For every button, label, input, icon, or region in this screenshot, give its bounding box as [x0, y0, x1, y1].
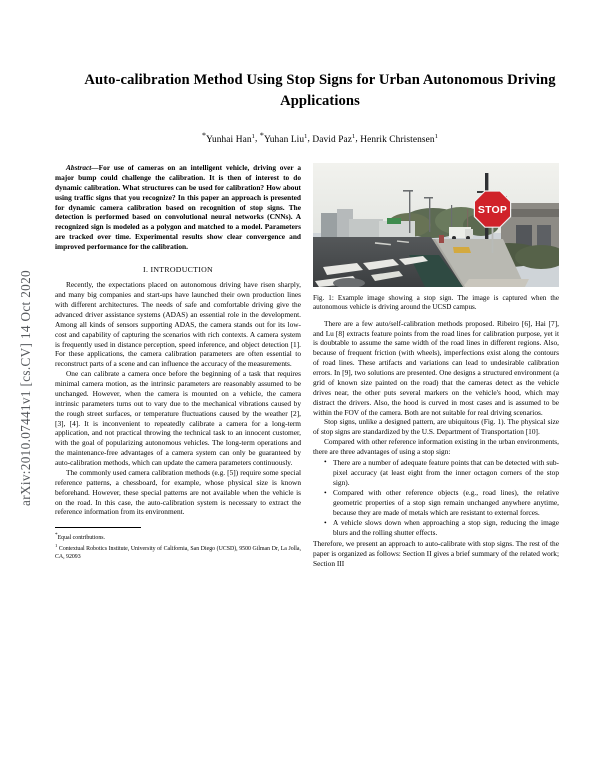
figure-caption-label: Fig. 1:: [313, 294, 334, 302]
footnote-text: Equal contributions.: [57, 535, 105, 542]
author-name: Henrik Christensen: [360, 134, 435, 145]
paragraph: Compared with other reference information existing in the urban environments, there are three advantages of using a stop sign:: [313, 437, 559, 457]
author-list: [62, 130, 578, 144]
author-separator: ,: [307, 134, 313, 145]
paragraph: There are a few auto/self-calibration methods proposed. Ribeiro [6], Hai [7], and Lu [8] extracts feature points from the road lines for calibration purpose, yet it is doubtable to assume the same width of the road lines in different regions. Also, because of frequent friction (with wheels), imperfections exist along the contours of road lines. These artifacts and variations can lead to undesirable calibration errors. In [9], two solutions are presented. One designs a structured environment (a grid of known size painted on the road) that the cameras detect as the vehicle drives near, the other puts several markers on the vehicle's hood, which may distract the drivers. Also, the hood is curved in most cases and is assumed to be within the FOV of the camera. Both are not suitable for real driving scenarios.: [313, 318, 559, 417]
paper-page: [52, 0, 600, 776]
title-block: [52, 0, 600, 145]
paragraph: Stop signs, unlike a designed pattern, are ubiquitous (Fig. 1). The physical size of stop signs are standardized by the U.S. Department of Transportation [10].: [313, 417, 559, 437]
paragraph: Recently, the expectations placed on autonomous driving have risen sharply, and many big companies and start-ups have launched their own production lines with different architectures. The needs of safe and comfortable driving give the advanced driver assistance systems (ADAS) an essential role in the development. Among all kinds of sensors supporting ADAS, the camera stands out for its low-cost and capability of capturing the scenarios with rich contexts. A camera system is frequently used in distance perception, speed inference, and object detection [1]. For these applications, the camera calibration parameters are often essential to reconstruct parts of a scene and can influence the accuracy of the measurements.: [55, 280, 301, 369]
footnote-affiliation-marker: 1: [55, 543, 58, 549]
author-affiliation-marker: 1: [304, 132, 308, 140]
advantages-list: [313, 458, 559, 538]
arxiv-stamp-text: arXiv:2010.07441v1 [cs.CV] 14 Oct 2020: [18, 270, 33, 506]
author-separator: ,: [254, 134, 260, 145]
right-column: [313, 163, 559, 569]
figure-caption-text: Example image showing a stop sign. The image is captured when the autonomous vehicle is driving around the UCSD campus.: [313, 294, 559, 312]
author-entry: [202, 130, 255, 145]
author-entry: [312, 132, 356, 145]
list-item: • A vehicle slows down when approaching a stop sign, reducing the image blurs and the rolling shutter effects.: [333, 518, 559, 538]
abstract: [55, 163, 301, 252]
page-title: Auto-calibration Method Using Stop Signs for Urban Autonomous Driving Applications: [84, 72, 556, 109]
figure-1: [313, 163, 559, 313]
author-entry: [360, 132, 438, 145]
stop-sign-photo: [313, 163, 559, 287]
abstract-text: For use of cameras on an intelligent vehicle, driving over a major bump could challenge the calibration. It is then of interest to do dynamic calibration. What structures can be used for calibration? How about using traffic signs that you recognize? In this paper an approach is presented for dynamic camera calibration based on recognition of stop signs. The detection is performed based on convolutional neural networks (CNNs). A recognized sign is modeled as a polygon and matched to a model. Parameters are tracked over time. Experimental results show clear convergence and improved performance for the calibration.: [55, 163, 301, 251]
author-affiliation-marker: 1: [434, 132, 438, 140]
left-column: [55, 163, 301, 569]
stop-sign-label: STOP: [477, 203, 508, 216]
footnote-equal-contributions: [55, 532, 301, 543]
author-entry: [259, 130, 308, 145]
paragraph: Therefore, we present an approach to auto-calibrate with stop signs. The rest of the paper is organized as follows: Section II gives a brief summary of the related work; Section III: [313, 538, 559, 568]
section-heading-introduction: I. INTRODUCTION: [143, 264, 213, 274]
figure-caption: [313, 294, 559, 313]
footnote-affiliation: [55, 543, 301, 562]
two-column-body: [52, 163, 600, 569]
arxiv-stamp: [0, 0, 52, 776]
author-name: Yunhai Han: [206, 134, 252, 145]
footnote-star-marker: *: [55, 532, 58, 539]
paragraph: The commonly used camera calibration methods (e.g. [5]) require some special reference patterns, a chessboard, for example, whose physical size is known beforehand. However, these special patterns are not available when the vehicle is on the road. In this case, the auto-calibration system is necessary to extract the reference information from its environment.: [55, 467, 301, 517]
footnote-divider: [55, 527, 141, 528]
author-name: Yuhan Liu: [263, 134, 305, 145]
paragraph: One can calibrate a camera once before the beginning of a task that requires minimal camera motion, as the intrinsic parameters are reasonably assumed to be unchanged. However, when the camera is mounted on a vehicle, the camera intrinsic parameters turns out to vary due to the mechanical vibrations caused by the rough street surfaces, or temperature fluctuations caused by the weather [2], [3], [4]. It is inconvenient to repeatedly calibrate a camera for a long-term application, and not practical throwing the technical task to an innocent customer, with the goal of popularizing autonomous vehicles. The long-term operations and the maintenance-free advantages of a camera system can only be guaranteed by auto-calibration methods, which can update the camera parameters continuously.: [55, 369, 301, 468]
author-name: David Paz: [312, 134, 353, 145]
list-item: • Compared with other reference objects (e.g., road lines), the relative geometric properties of a stop sign remain unchanged anywhere anytime, because they are made of metals which are resistant to external forces.: [333, 488, 559, 518]
footnote-text: Contextual Robotics Institute, University of California, San Diego (UCSD), 9500 Gilman Dr, La Jolla, CA, 92093: [55, 546, 301, 561]
list-item: • There are a number of adequate feature points that can be detected with sub-pixel accuracy (at least eight from the inner octagon corners of the stop sign).: [333, 458, 559, 488]
author-separator: ,: [355, 134, 361, 145]
author-affiliation-marker: 1: [251, 132, 255, 140]
equal-contribution-marker: *: [202, 130, 207, 140]
author-affiliation-marker: 1: [352, 132, 356, 140]
equal-contribution-marker: *: [259, 130, 264, 140]
abstract-label: Abstract—: [66, 163, 99, 172]
